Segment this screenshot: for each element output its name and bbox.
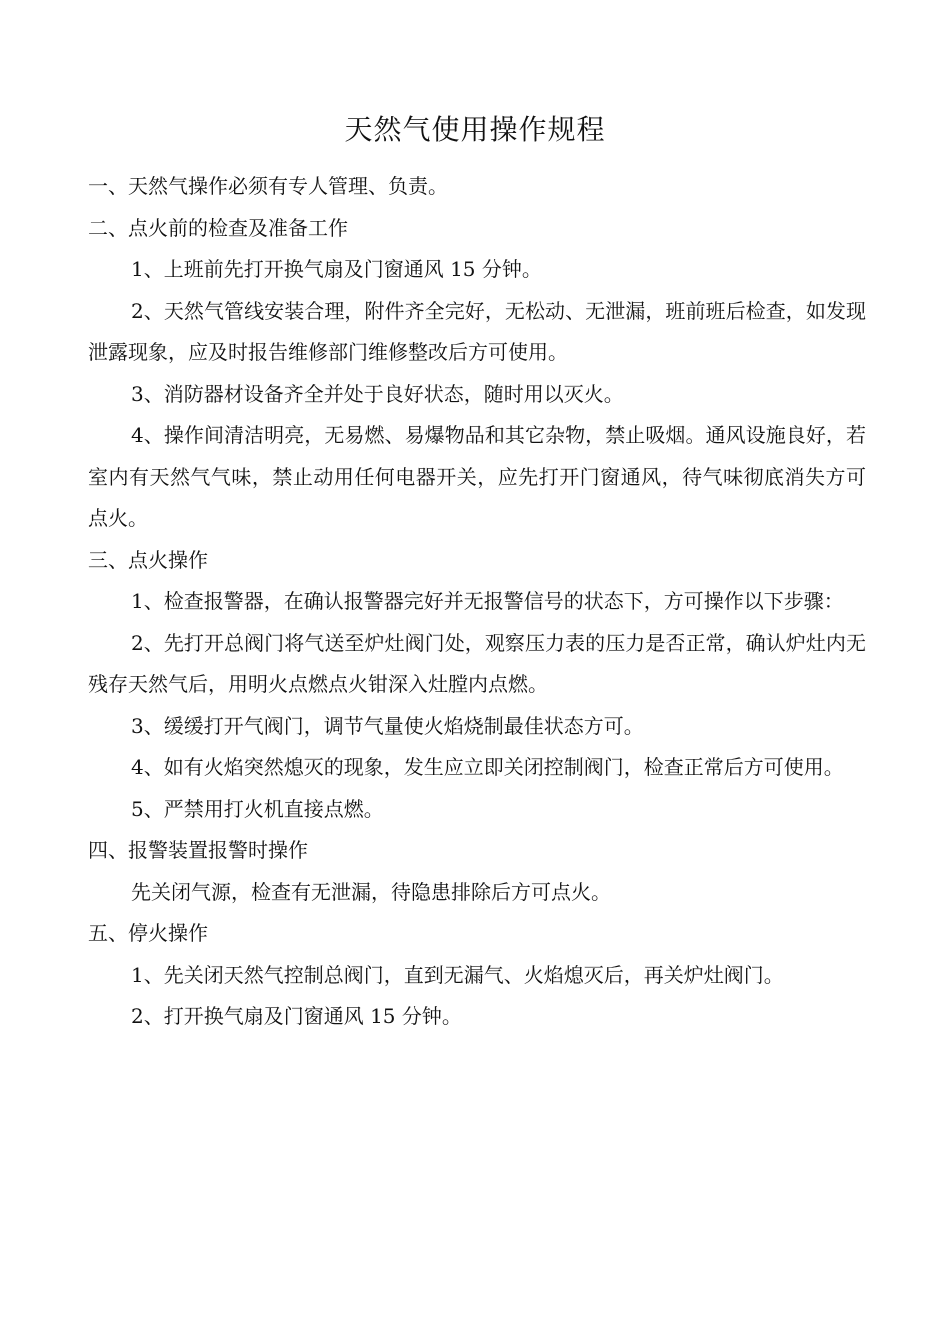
paragraph-3-2: 2、先打开总阀门将气送至炉灶阀门处，观察压力表的压力是否正常，确认炉灶内无残存天然气后，用明火点燃点火钳深入灶膛内点燃。 [88,630,866,696]
section-heading-5: 五、停火操作 [88,921,208,945]
paragraph-2-1: 1、上班前先打开换气扇及门窗通风 15 分钟。 [131,257,542,281]
paragraph-3-1: 1、检查报警器，在确认报警器完好并无报警信号的状态下，方可操作以下步骤： [131,589,844,613]
document-title: 天然气使用操作规程 [344,113,606,146]
paragraph-5-2: 2、打开换气扇及门窗通风 15 分钟。 [131,1004,462,1028]
paragraph-2-2: 2、天然气管线安装合理，附件齐全完好，无松动、无泄漏，班前班后检查，如发现泄露现象，应及时报告维修部门维修整改后方可使用。 [88,298,866,364]
section-heading-1: 一、天然气操作必须有专人管理、负责。 [88,174,448,198]
paragraph-3-4: 4、如有火焰突然熄灭的现象，发生应立即关闭控制阀门，检查正常后方可使用。 [131,755,844,779]
section-heading-4: 四、报警装置报警时操作 [88,838,308,862]
document-body [88,166,866,1038]
paragraph-3-5: 5、严禁用打火机直接点燃。 [131,796,384,821]
section-heading-2: 二、点火前的检查及准备工作 [88,215,348,240]
paragraph-5-1: 1、先关闭天然气控制总阀门，直到无漏气、火焰熄灭后，再关炉灶阀门。 [131,962,784,987]
paragraph-3-3: 3、缓缓打开气阀门，调节气量使火焰烧制最佳状态方可。 [131,713,644,738]
section-heading-3: 三、点火操作 [88,547,208,572]
paragraph-2-4: 4、操作间清洁明亮，无易燃、易爆物品和其它杂物，禁止吸烟。通风设施良好，若室内有天然气气味，禁止动用任何电器开关，应先打开门窗通风，待气味彻底消失方可点火。 [88,423,866,530]
paragraph-4-1: 先关闭气源，检查有无泄漏，待隐患排除后方可点火。 [131,879,611,904]
paragraph-2-3: 3、消防器材设备齐全并处于良好状态，随时用以灭火。 [131,381,624,406]
